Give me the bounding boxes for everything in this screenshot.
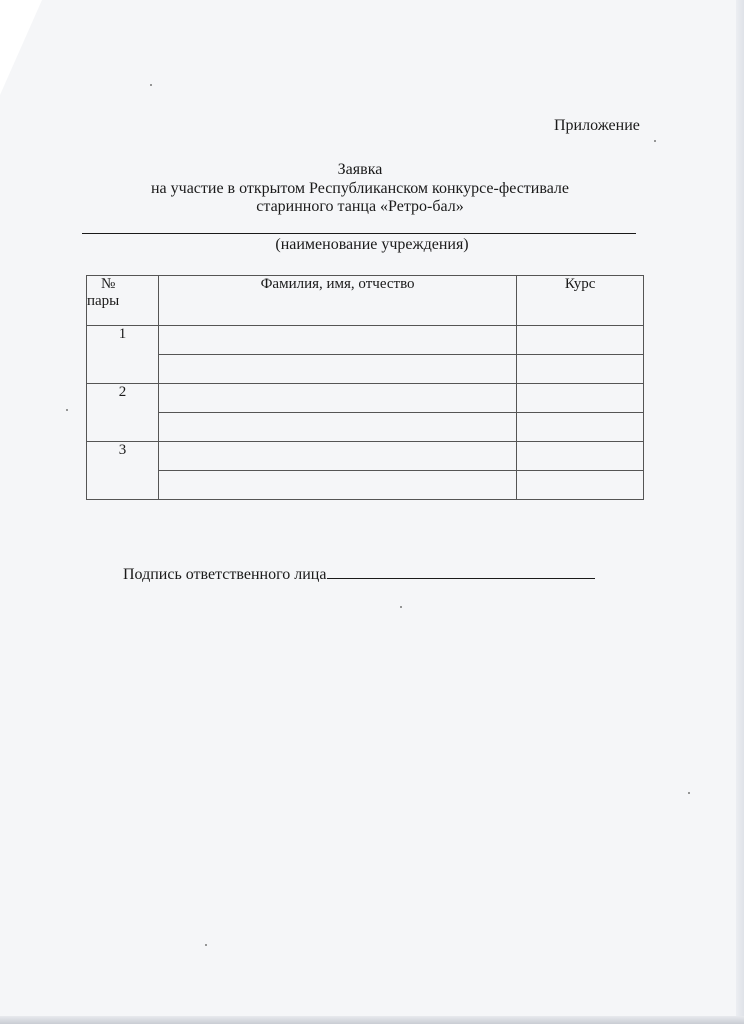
paper-speck — [400, 606, 402, 608]
signature-fill-line[interactable] — [327, 564, 595, 579]
name-cell[interactable] — [158, 442, 516, 471]
course-cell[interactable] — [517, 326, 644, 355]
name-cell[interactable] — [158, 384, 516, 413]
appendix-label: Приложение — [554, 117, 640, 134]
header-full-name: Фамилия, имя, отчество — [158, 276, 516, 326]
header-pair-number — [87, 276, 159, 326]
name-cell[interactable] — [158, 326, 516, 355]
institution-caption: (наименование учреждения) — [275, 236, 469, 253]
course-cell[interactable] — [517, 413, 644, 442]
title-line-2: на участие в открытом Республиканском конкурсе-фестивале — [150, 179, 570, 197]
document-title — [82, 161, 638, 217]
pair-number-cell: 1 — [87, 326, 159, 384]
name-cell[interactable] — [158, 413, 516, 442]
signature-line — [123, 564, 595, 584]
page-right-edge — [736, 0, 744, 1024]
header-pair-word: пары — [87, 293, 120, 309]
table-row — [87, 355, 644, 384]
table-row — [87, 442, 644, 471]
table-row — [87, 384, 644, 413]
paper-speck — [150, 84, 152, 86]
page-bottom-edge — [0, 1016, 744, 1024]
header-course: Курс — [517, 276, 644, 326]
course-cell[interactable] — [517, 471, 644, 500]
institution-fill-line — [82, 233, 636, 234]
folded-corner — [0, 0, 42, 95]
pair-number-cell: 3 — [87, 442, 159, 500]
table-row — [87, 471, 644, 500]
pair-number-cell: 2 — [87, 384, 159, 442]
paper-speck — [205, 944, 207, 946]
signature-label: Подпись ответственного лица — [123, 566, 327, 583]
paper-speck — [688, 792, 690, 794]
header-number-sign: № — [101, 276, 116, 292]
title-line-1: Заявка — [337, 161, 383, 178]
course-cell[interactable] — [517, 384, 644, 413]
table-header-row — [87, 276, 644, 326]
course-cell[interactable] — [517, 355, 644, 384]
title-line-3: старинного танца «Ретро-бал» — [256, 198, 464, 215]
course-cell[interactable] — [517, 442, 644, 471]
table-row — [87, 413, 644, 442]
paper-speck — [66, 409, 68, 411]
table-row — [87, 326, 644, 355]
name-cell[interactable] — [158, 355, 516, 384]
participants-table — [86, 275, 644, 500]
paper-speck — [654, 140, 656, 142]
name-cell[interactable] — [158, 471, 516, 500]
